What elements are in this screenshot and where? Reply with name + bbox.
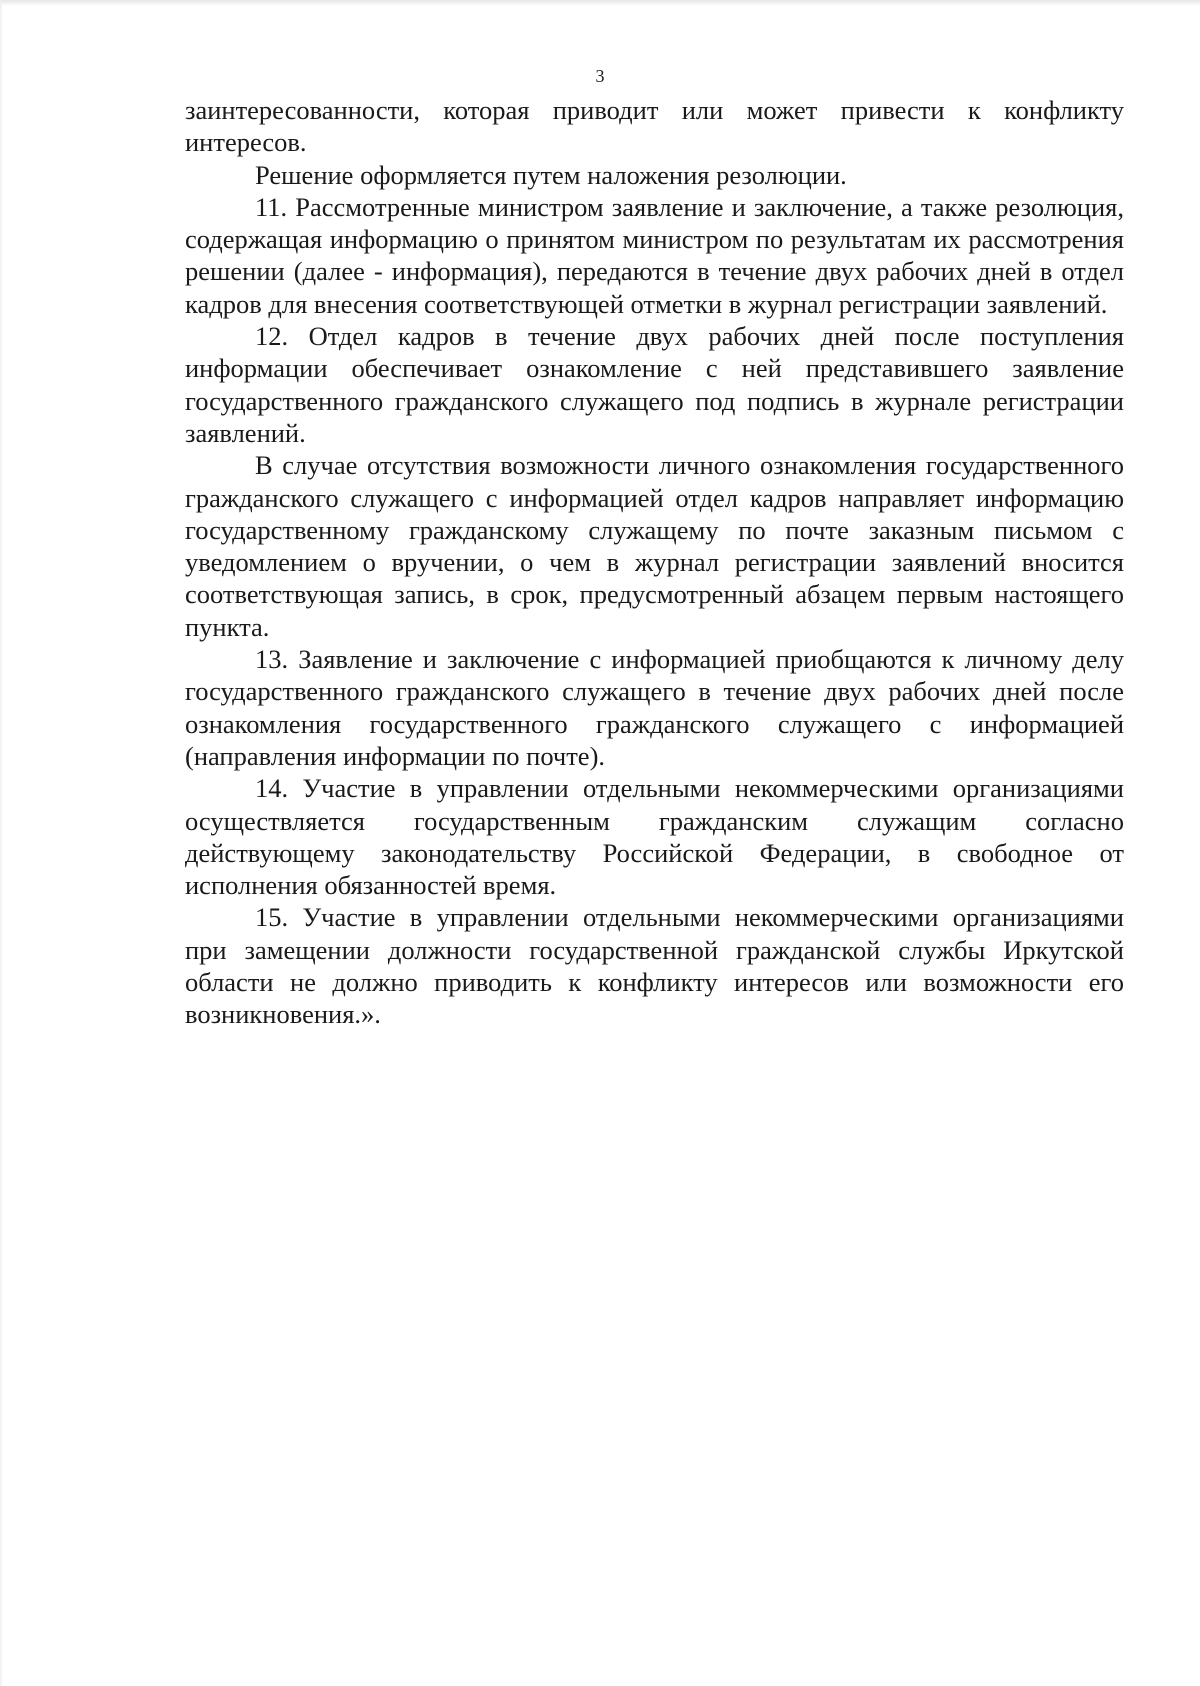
paragraph-decision: Решение оформляется путем наложения резолюции. xyxy=(255,159,847,190)
paragraph-item-12: 12. Отдел кадров в течение двух рабочих дней после поступления информации обеспечивает ознакомление с ней представившего заявление государственного гражданского служащего под подпись в журнале регистрации заявлений. xyxy=(185,321,1124,448)
scan-edge-left xyxy=(0,0,3,1686)
paragraph-item-12-case: В случае отсутствия возможности личного ознакомления государственного гражданского служащего с информацией отдел кадров направляет информацию государственному гражданскому служащему по почте заказным письмом с уведомлением о вручении, о чем в журнал регистрации заявлений вносится соответствующая запись, в срок, предусмотренный абзацем первым настоящего пункта. xyxy=(185,450,1124,642)
page-number: 3 xyxy=(595,66,605,86)
paragraph-continuation: заинтересованности, которая приводит или может привести к конфликту интересов. xyxy=(185,95,1124,158)
paragraph-item-15: 15. Участие в управлении отдельными некоммерческими организациями при замещении должности государственной гражданской службы Иркутской области не должно приводить к конфликту интересов или возможности его возникновения.». xyxy=(185,902,1124,1030)
paragraph-item-14: 14. Участие в управлении отдельными некоммерческими организациями осуществляется государственным гражданским служащим согласно действующему законодательству Российской Федерации, в свободное от исполнения обязанностей время. xyxy=(185,773,1124,901)
paragraph-item-13: 13. Заявление и заключение с информацией приобщаются к личному делу государственного гражданского служащего в течение двух рабочих дней после ознакомления государственного гражданского служащего с информацией (направления информации по почте). xyxy=(185,644,1124,771)
scan-edge-top xyxy=(0,0,1200,6)
document-body xyxy=(185,94,1124,1031)
paragraph-item-11: 11. Рассмотренные министром заявление и заключение, а также резолюция, содержащая информацию о принятом министром по результатам их рассмотрения решении (далее - информация), передаются в течение двух рабочих дней в отдел кадров для внесения соответствующей отметки в журнал регистрации заявлений. xyxy=(185,191,1124,319)
